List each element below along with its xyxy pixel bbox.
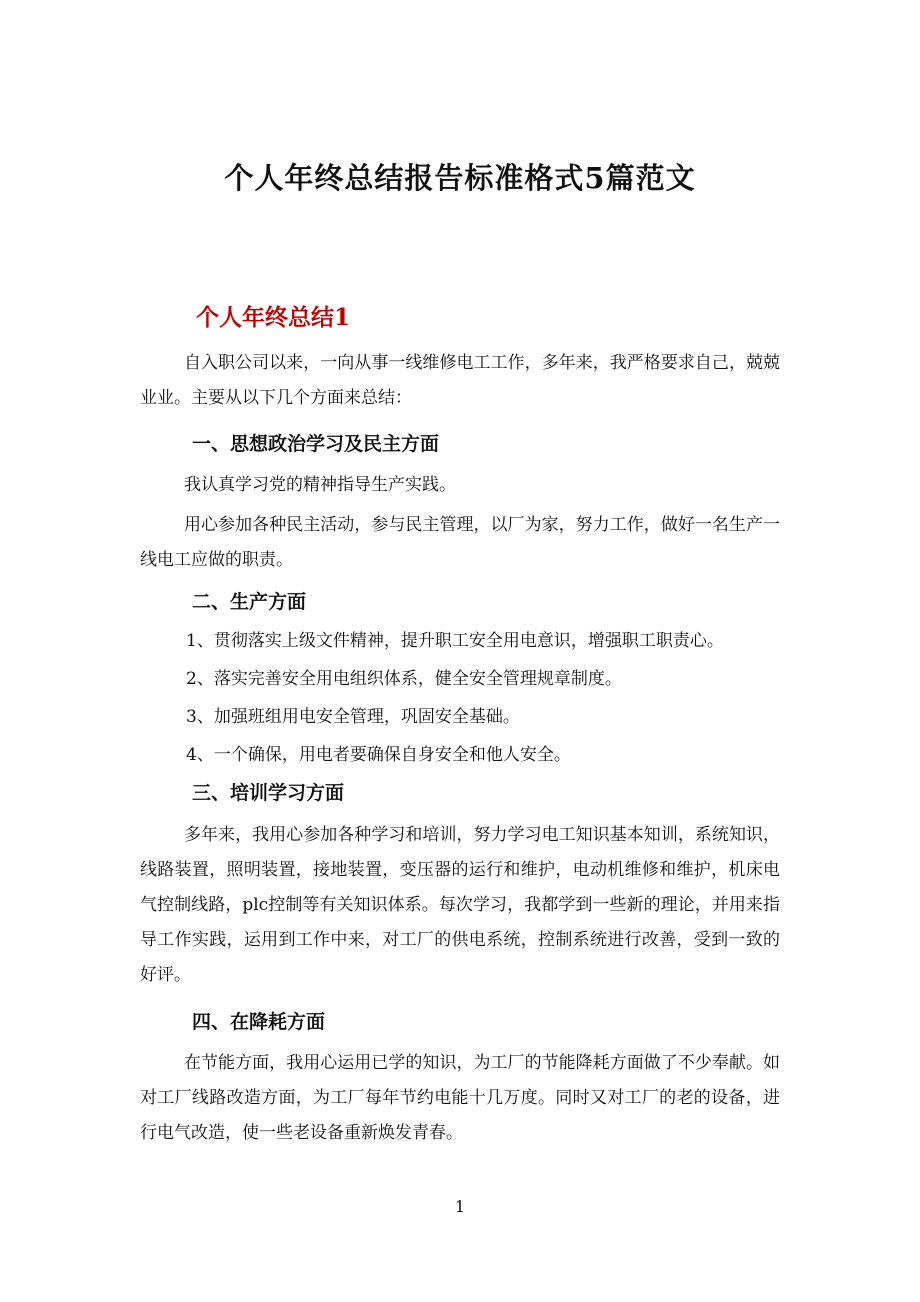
list-item-production-2: 2、落实完善安全用电组织体系，健全安全管理规章制度。 <box>186 669 622 689</box>
page-number: 1 <box>454 1197 466 1216</box>
paragraph-ideology-2: 用心参加各种民主活动，参与民主管理，以厂为家，努力工作，做好一名生产一线电工应做的职责。 <box>140 515 780 570</box>
paragraph-ideology-1: 我认真学习党的精神指导生产实践。 <box>184 475 456 495</box>
heading-energy-saving: 四、在降耗方面 <box>192 1011 326 1033</box>
heading-ideology: 一、思想政治学习及民主方面 <box>192 433 440 455</box>
paragraph-training: 多年来，我用心参加各种学习和培训，努力学习电工知识基本知训，系统知识，线路装置，照明装置，接地装置，变压器的运行和维护，电动机维修和维护，机床电气控制线路，plc控制等有关知识体系。每次学习，我都学到一些新的理论，并用来指导工作实践，运用到工作中来，对工厂的供电系统，控制系统进行改善，受到一致的好评。 <box>140 825 780 985</box>
paragraph-energy-saving: 在节能方面，我用心运用已学的知识，为工厂的节能降耗方面做了不少奉献。如对工厂线路改造方面，为工厂每年节约电能十几万度。同时又对工厂的老的设备，进行电气改造，使一些老设备重新焕发青春。 <box>140 1053 780 1143</box>
heading-training: 三、培训学习方面 <box>192 782 345 804</box>
list-item-production-3: 3、加强班组用电安全管理，巩固安全基础。 <box>186 707 520 727</box>
intro-paragraph: 自入职公司以来，一向从事一线维修电工工作，多年来，我严格要求自己，兢兢业业。主要从以下几个方面来总结： <box>140 353 780 408</box>
list-item-production-1: 1、贯彻落实上级文件精神，提升职工安全用电意识，增强职工职责心。 <box>186 631 724 651</box>
list-item-production-4: 4、一个确保，用电者要确保自身安全和他人安全。 <box>186 745 571 765</box>
section-title: 个人年终总结1 <box>196 304 351 331</box>
heading-production: 二、生产方面 <box>192 591 307 613</box>
document-title: 个人年终总结报告标准格式5篇范文 <box>224 161 696 195</box>
